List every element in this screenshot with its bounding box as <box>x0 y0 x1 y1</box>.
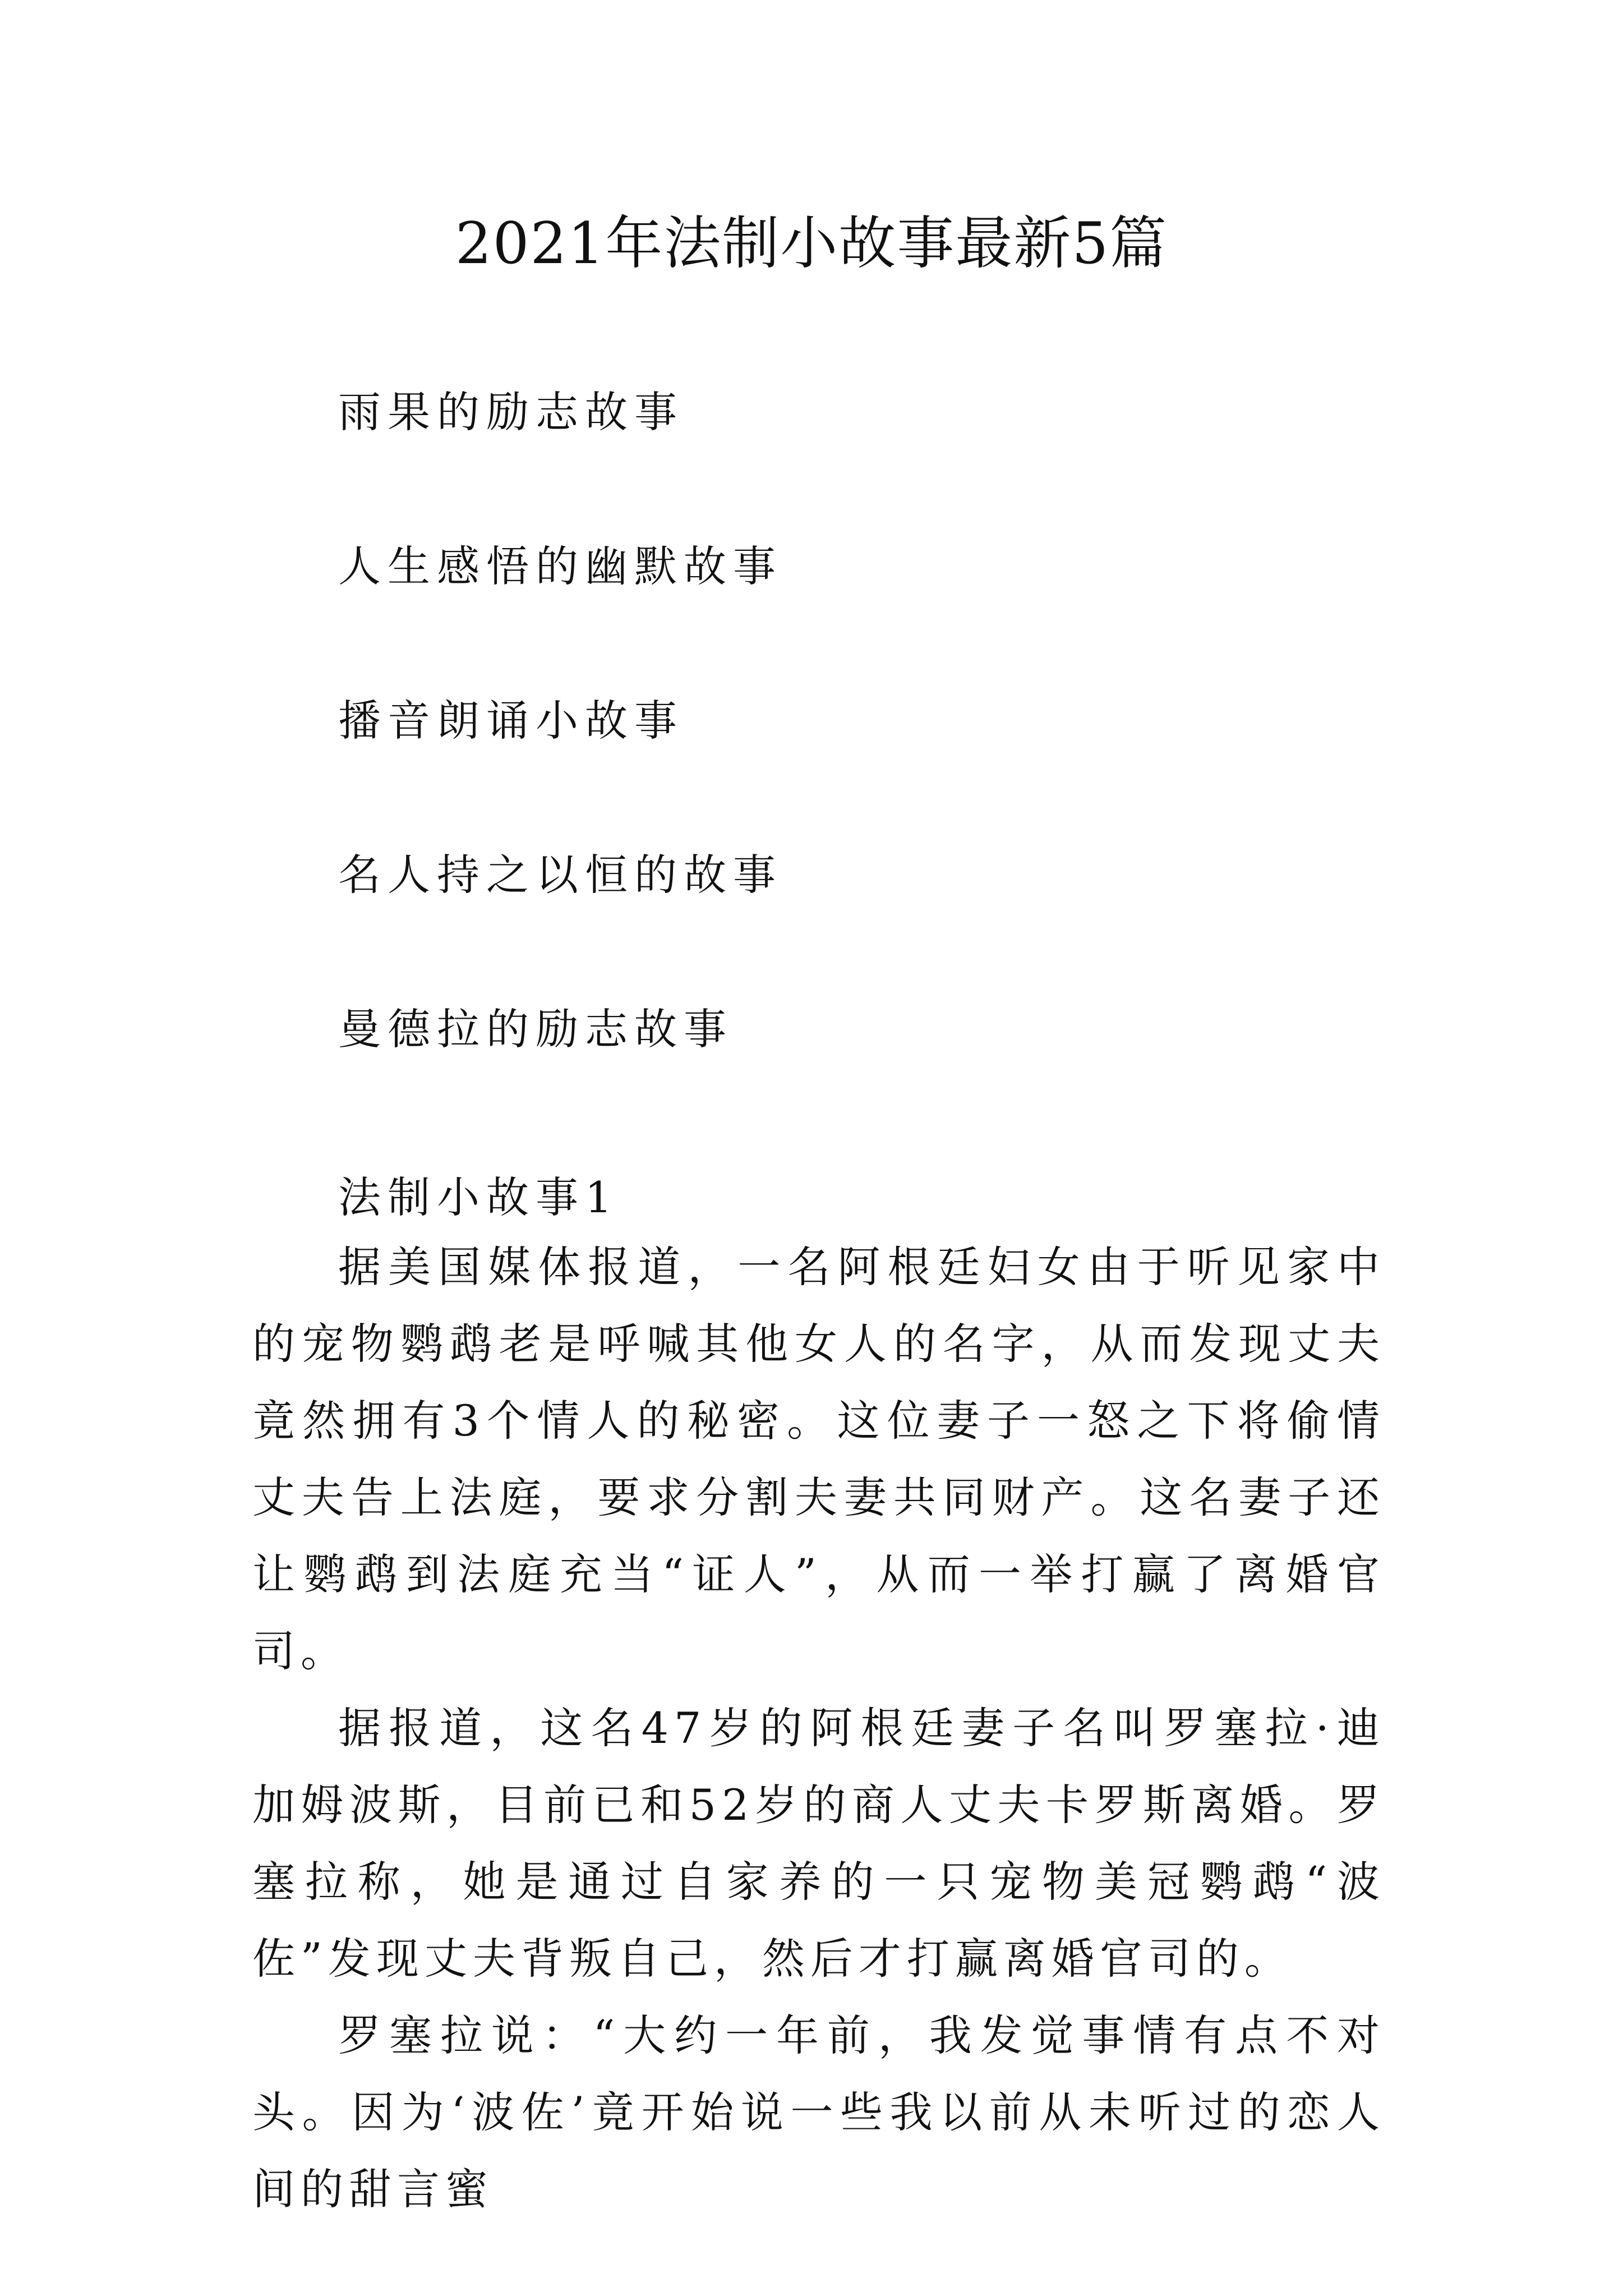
toc-item: 人生感悟的幽默故事 <box>338 541 782 591</box>
page-title: 2021年法制小故事最新5篇 <box>455 210 1168 277</box>
body-text <box>252 1228 1385 2228</box>
paragraph: 据报道，这名47岁的阿根廷妻子名叫罗塞拉·迪加姆波斯，目前已和52岁的商人丈夫卡罗斯离婚。罗塞拉称，她是通过自家养的一只宠物美冠鹦鹉“波佐”发现丈夫背叛自己，然后才打赢离婚官司的。 <box>252 1703 1385 1984</box>
toc-item: 播音朗诵小故事 <box>338 696 684 746</box>
section-heading: 法制小故事1 <box>338 1172 619 1222</box>
paragraph: 据美国媒体报道，一名阿根廷妇女由于听见家中的宠物鹦鹉老是呼喊其他女人的名字，从而发现丈夫竟然拥有3个情人的秘密。这位妻子一怒之下将偷情丈夫告上法庭，要求分割夫妻共同财产。这名妻子还让鹦鹉到法庭充当“证人”，从而一举打赢了离婚官司。 <box>252 1242 1385 1676</box>
toc-item: 名人持之以恒的故事 <box>338 850 782 900</box>
toc-item: 曼德拉的励志故事 <box>338 1004 733 1054</box>
paragraph: 罗塞拉说：“大约一年前，我发觉事情有点不对头。因为‘波佐’竟开始说一些我以前从未听过的恋人间的甜言蜜 <box>252 2010 1385 2214</box>
toc-item: 雨果的励志故事 <box>338 387 684 437</box>
